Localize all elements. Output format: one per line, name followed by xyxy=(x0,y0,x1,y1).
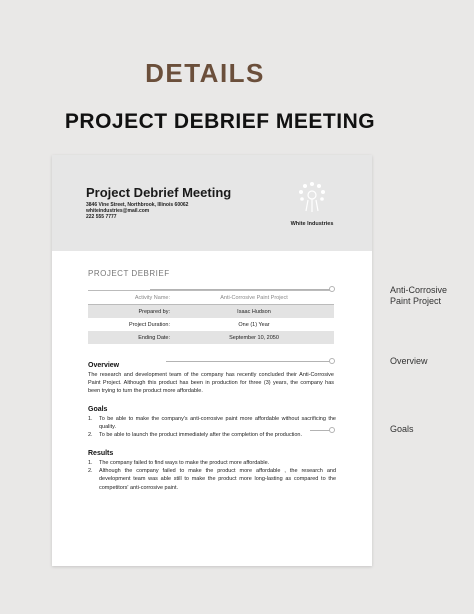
table-value: September 10, 2050 xyxy=(174,331,334,344)
callout-label-overview: Overview xyxy=(390,356,428,366)
list-text: Although the company failed to make the product more affordable , the research and development team was able still to make the product more long-lasting as compared to the competitors' anti-corrosive paint. xyxy=(99,468,336,491)
table-row xyxy=(88,318,334,331)
callout-line xyxy=(310,430,330,431)
table-value: Anti-Corrosive Paint Project xyxy=(174,291,334,305)
results-title: Results xyxy=(88,450,114,457)
table-label: Ending Date: xyxy=(88,331,174,344)
section-heading: PROJECT DEBRIEF xyxy=(88,269,170,278)
callout-dot xyxy=(329,286,335,292)
list-text: The company failed to find ways to make the product more affordable. xyxy=(99,460,270,466)
list-text: To be able to launch the product immediately after the completion of the production. xyxy=(99,432,303,439)
overview-text: The research and development team of the company has recently concluded their Anti-Corrosive Paint Project. Although this product has been in production for three (3) years, the company has been trying to turn the product more affordable. xyxy=(88,372,334,395)
list-text: To be able to make the company's anti-corrosive paint more affordable without sacrificing the quality. xyxy=(99,416,336,431)
list-number: 2. xyxy=(88,432,93,439)
list-number: 2. xyxy=(88,468,93,475)
list-item xyxy=(88,459,336,467)
document-title: Project Debrief Meeting xyxy=(86,185,232,200)
address-line: 3846 Vine Street, Northbrook, Illinois 60062 xyxy=(86,202,189,208)
goals-list xyxy=(88,415,336,440)
table-label: Project Duration: xyxy=(88,318,174,331)
callout-dot xyxy=(329,427,335,433)
list-number: 1. xyxy=(88,460,93,466)
goals-title: Goals xyxy=(88,406,108,413)
page-headline: PROJECT DEBRIEF MEETING xyxy=(64,110,376,133)
callout-line xyxy=(166,361,330,362)
table-label: Activity Name: xyxy=(88,291,174,305)
list-item xyxy=(88,467,336,492)
list-number: 1. xyxy=(88,416,93,422)
info-table xyxy=(88,290,334,344)
callout-line xyxy=(150,289,330,290)
results-list xyxy=(88,459,336,492)
document-header xyxy=(52,155,372,251)
details-heading: DETAILS xyxy=(145,58,265,88)
callout-label-activity: Anti-Corrosive Paint Project xyxy=(390,285,448,306)
company-name: White Industries xyxy=(290,221,334,227)
table-label: Prepared by: xyxy=(88,305,174,319)
email-line: whiteindustries@mail.com xyxy=(86,208,150,214)
table-row xyxy=(88,305,334,319)
overview-title: Overview xyxy=(88,362,120,369)
table-value: One (1) Year xyxy=(174,318,334,331)
callout-label-goals: Goals xyxy=(390,424,414,434)
company-logo-icon xyxy=(297,181,327,215)
phone-line: 222 555 7777 xyxy=(86,214,117,220)
list-item xyxy=(88,415,336,431)
list-item xyxy=(88,431,336,439)
table-row xyxy=(88,331,334,344)
callout-dot xyxy=(329,358,335,364)
table-row xyxy=(88,291,334,305)
table-value: Isaac Hudson xyxy=(174,305,334,319)
